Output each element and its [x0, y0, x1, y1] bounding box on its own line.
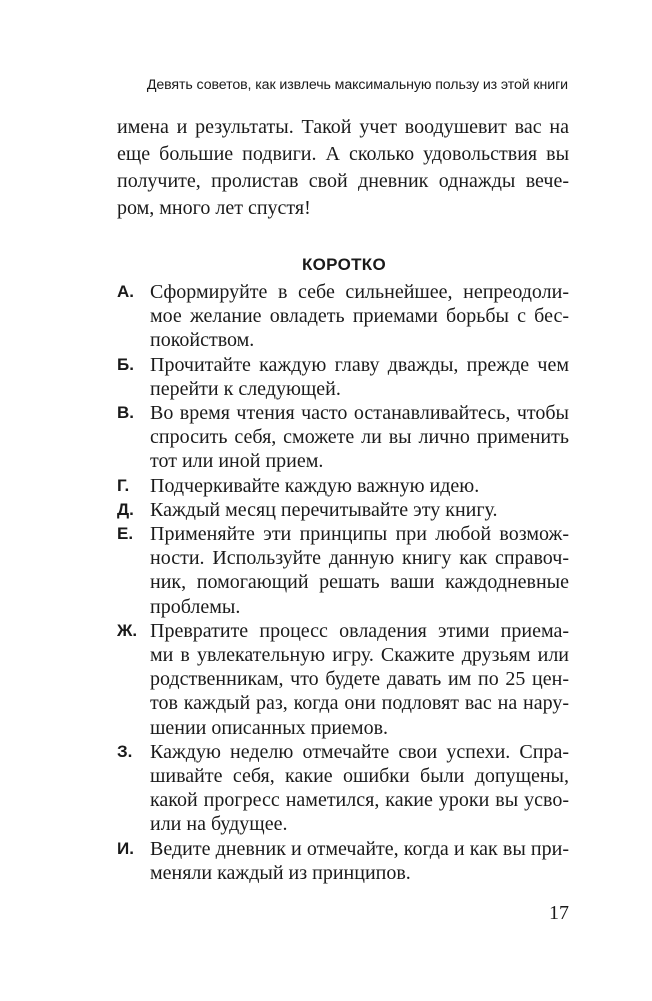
tip-letter: Д.	[117, 499, 134, 519]
tip-item-v	[117, 401, 569, 474]
tip-letter: З.	[117, 741, 133, 761]
tip-letter: Ж.	[117, 620, 138, 640]
intro-paragraph	[117, 114, 569, 222]
tip-letter: Б.	[117, 354, 134, 374]
tip-line: Подчеркивайте каждую важную идею.	[150, 474, 480, 497]
tip-line: Во время чтения часто останавливайтесь, чтобы	[150, 402, 569, 425]
paragraph-line: еще большие подвиги. А сколько удовольствия вы	[117, 143, 569, 165]
paragraph-line: получите, пролистав свой дневник однажды вече-	[117, 170, 569, 192]
running-header: Девять советов, как извлечь максимальную пользу из этой книги	[146, 77, 568, 93]
tip-line: Каждый месяц перечитывайте эту книгу.	[150, 498, 498, 521]
tip-item-i	[117, 837, 569, 885]
paragraph-line: имена и результаты. Такой учет воодушевит вас на	[117, 116, 569, 138]
tip-line: Ведите дневник и отмечайте, когда и как вы при-	[150, 837, 569, 860]
tip-line: Каждую неделю отмечайте свои успехи. Спра-	[150, 740, 569, 763]
tip-item-b	[117, 353, 569, 401]
tip-line: или на будущее.	[150, 813, 288, 836]
tip-line: спросить себя, сможете ли вы лично применить	[150, 426, 569, 449]
tip-line: перейти к следующей.	[150, 377, 341, 400]
tip-line: тот или иной прием.	[150, 450, 324, 473]
tips-list	[117, 280, 569, 885]
tip-line: Превратите процесс овладения этими приема-	[150, 619, 569, 642]
tip-letter: Е.	[117, 524, 134, 544]
tip-letter: А.	[117, 282, 134, 301]
tip-line: ник, помогающий решать ваши каждодневные	[150, 571, 569, 594]
tip-line: тов каждый раз, когда они подловят вас на нару-	[150, 692, 569, 715]
tip-item-zh	[117, 619, 569, 740]
tip-letter: В.	[117, 403, 134, 423]
tip-line: родственникам, что будете давать им по 25 цен-	[150, 668, 569, 691]
tip-line: Прочитайте каждую главу дважды, прежде чем	[150, 353, 569, 376]
tip-line: меняли каждый из принципов.	[150, 861, 411, 884]
tip-item-d	[117, 498, 569, 522]
tip-item-g	[117, 474, 569, 498]
paragraph-line: ром, много лет спустя!	[117, 197, 311, 219]
tip-item-z	[117, 740, 569, 837]
tip-line: покойством.	[150, 329, 255, 352]
tip-letter: И.	[117, 838, 134, 858]
tip-line: ности. Используйте данную книгу как справоч-	[150, 547, 569, 570]
tip-line: шении описанных приемов.	[150, 716, 389, 739]
tip-line: мое желание овладеть приемами борьбы с бес-	[150, 305, 569, 328]
section-heading	[0, 255, 652, 275]
page-number: 17	[549, 902, 569, 924]
tip-line: какой прогресс наметился, какие уроки вы усво-	[150, 789, 569, 812]
tip-item-a	[117, 280, 569, 353]
tip-letter: Г.	[117, 475, 130, 495]
tip-line: шивайте себя, какие ошибки были допущены,	[150, 765, 569, 788]
tip-line: проблемы.	[150, 595, 241, 618]
tip-line: Сформируйте в себе сильнейшее, непреодоли-	[150, 281, 569, 303]
tip-item-e	[117, 522, 569, 619]
tip-line: ми в увлекательную игру. Скажите друзьям или	[150, 644, 569, 667]
tip-line: Применяйте эти принципы при любой возмож-	[150, 523, 569, 546]
section-heading-text: КОРОТКО	[301, 255, 387, 274]
